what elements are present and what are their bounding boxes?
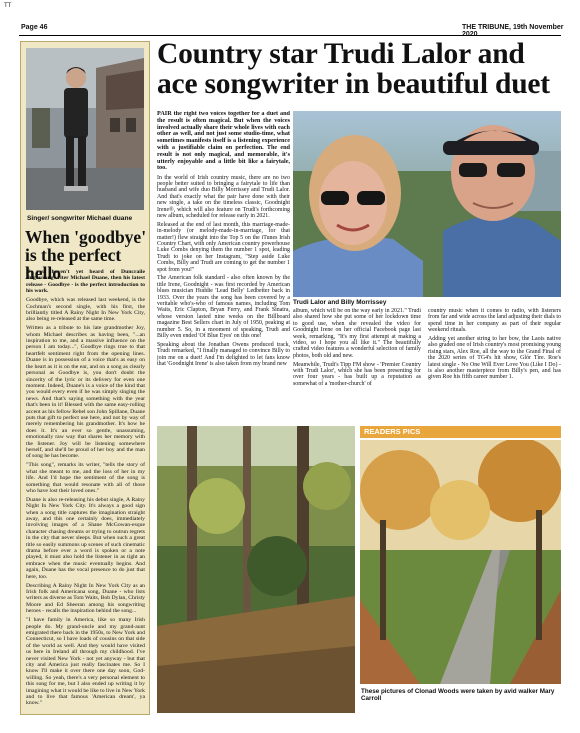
article-paragraph: In the world of Irish country music, there are no two people better suited to bringing a fairytale to life than husband and wife duo Billy Morrissey and Trudi Lalor. And that's exactly what the pair have done with their new single, a take on the timeless classic, Goodnight Irene®, which will also feature on Trudi's forthcoming new album, scheduled for release early in 2021.	[157, 174, 290, 219]
article-standfirst: PAIR the right two voices together for a duet and the result is often magical. But when the voices involved actually share their whole lives with each other as well, and not just some studio-time, what sometimes manifests itself is a listening experience with a justifiable claim on perfection. The end result is not only magical, and memorable, it's utterly enjoyable and a little bit like a fairytale, too.	[157, 111, 290, 172]
page-number: Page 46	[21, 24, 48, 31]
singer-photo	[26, 48, 144, 210]
readers-pics-caption: These pictures of Clonad Woods were taken by avid walker Mary Carroll	[361, 688, 555, 702]
article-column-1	[157, 111, 290, 424]
article-headline: Country star Trudi Lalor and ace songwriter in beautiful duet	[157, 38, 550, 100]
duet-photo-caption: Trudi Lalor and Billy Morrissey	[293, 299, 387, 306]
sidebar-paragraph: "I have family in America, like so many Irish people do. My grand-uncle and my grand-aunt emigrated there back in the 1950s, to New York and Connecticut, so I have loads of cousins on that side of the world as well. And they would have visited us here in Ireland all through my childhood. I've never visited New York - not yet anyway - but that city and America just really fascinates me. So I know I'll make it over there one day soon, God-willing. So yeah, there's a very personal element to this song for me, but I also ended up writing it by imagining what it would be like to live in New York and to live that famous 'American dream', ya know."	[26, 617, 145, 707]
sidebar-paragraph: "This song", remarks its writer, "tells the story of what she meant to me, and the loss of her in my life. And I'd hope the sentiment of the song is something that would resonate with all of those who have lost their loved ones."	[26, 462, 145, 494]
masthead-date: THE TRIBUNE, 19th November	[462, 24, 564, 31]
sidebar-paragraph: Duane is also re-releasing his debut single, A Rainy Night In New York City. It's always a good sign when a song title captures the imagination straight away, and this one certainly does, immediately involving images of a Shane McGowan-esque character chasing dreams or trying to outrun regrets in the city that never sleeps. But when such a great title so easily summons up scenes of such cinematic drama before ever a word is spoken or a note played, it must also hold the listener in as tight an embrace when the music eventually begins. And again, Duane has the vocal presence to do just that here, too.	[26, 496, 145, 580]
sidebar-article-body	[26, 269, 145, 712]
sidebar-paragraph: Written as a tribute to his late grandmother Joy, whom Michael describes as having been, "...an inspiration to me, and a massive influence on the person I am today...", Goodbye rings true to that heartfelt sentiment right from the opening lines. Duane is in possession of a voice that's as easy on the heart as it is on the ear, and on a song as clearly personal as Goodbye is, you don't doubt the sincerity of the lyric or its delivery for even one moment. Indeed, Duane's is a voice of the kind that you would every even if he was simply singing the news. And that's saying something with the year that's been in it! Blessed with the same easy-rolling accent as his fellow Rebel son John Spillane, Duane puts that gift to perfect use here, and not by way of merely remembering his grandmother. It's how he does it. It's an ever so gentle, unassuming, emotionally raw way that shares her memory with the listener. Joy will be listening somewhere herself, and she'll be proud of her boy and the man of song he has become.	[26, 325, 145, 460]
sidebar-panel	[20, 41, 150, 715]
article-paragraph: Meanwhile, Trudi's Tipp FM show - 'Premier Country with Trudi Lalor', which she has been presenting for over four years - has built up a reputation as somewhat of a 'mother-church' of	[293, 361, 421, 387]
duet-photo	[293, 111, 561, 297]
sidebar-lead: If you haven't yet heard of Duncraile singer/songwriter Michael Duane, then his latest release - Goodbye - is the perfect introduction to his work.	[26, 269, 145, 295]
article-column-2	[293, 308, 421, 424]
woods-photo-2	[360, 440, 561, 684]
readers-pics-heading: READERS PICS	[360, 426, 561, 438]
article-paragraph: Released at the end of last month, this marriage-made-in-melody (or melody-made-in-marriage, for that matter!) flew straight into the Top 5 on the iTunes Irish Country Chart, with only American country powerhouse Luke Combs denying them the number 1 spot, leading Trudi to joke on her Instagram, "Step aside Luke Combs, Billy and Trudi are coming to get the number 1 spot from you!"	[157, 221, 290, 273]
page-edge-mark: TT	[4, 2, 12, 9]
article-column-3	[428, 308, 561, 424]
sidebar-paragraph: Describing A Rainy Night In New York City as an Irish folk and Americana song, Duane - who lists writers as diverse as Tom Waits, Bob Dylan, Christy Moore and Ed Sheeran among his songwriting heroes - recalls the inspiration behind the song...	[26, 582, 145, 615]
singer-photo-caption: Singer/ songwriter Michael duane	[27, 215, 133, 222]
woods-photo-1	[157, 426, 355, 713]
header-rule	[19, 35, 561, 36]
article-paragraph: Adding yet another string to her bow, the Laois native also graded one of Irish country's most promising young rising stars, Alex Roe, all the way to the Grand Final of the 2020 series of TG4's hit show, Glór Tíre. Roe's latest single - No One Will Ever Love You (Like I Do) - is also another masterpiece from Billy's pen, and has given Roe his fifth career number 1.	[428, 336, 561, 381]
article-paragraph: The American folk standard - also often known by the title Irene, Goodnight - was first recorded by American blues musician Huddie 'Lead Belly' Ledbetter back in 1933. Over the years the song has been covered by a veritable who's-who of famous names, including Tom Waits, Eric Clapton, Bryan Ferry, and Frank Sinatra, whose version lasted nine weeks on the Billboard magazine Best Sellers chart in July of 1950, peaking at number 5. So, in a mooment of speaking, Trudi and Billy even ended 'Of Blue Eyes' on this one!	[157, 275, 290, 340]
sidebar-paragraph: Goodbye, which was released last weekend, is the Cochman's second single, with his first, the brilliantly titled A Rainy Night In New York City, also being re-released at the same time.	[26, 297, 145, 323]
article-paragraph: Speaking about the Jonathan Owens produced track, Trudi remarked, "I finally managed to convince Billy to join me on a duet! And I'm delighted to let fans know that 'Goodnight Irene' is also taken from my brand new	[157, 341, 290, 368]
sidebar-headline: When 'goodbye' is the perfect hello	[25, 227, 147, 283]
article-paragraph: album, which will be on the way early in 2021." Trudi also shared how she put some of her lockdown time to good use, when she revealed the video for Goodnight Irene on her official Facebook page last week, remarking, "It's my first attempt at making a video, so I hope you all like it." The beautifully crafted video features a wonderful selection of family photos, both old and new.	[293, 308, 421, 359]
article-paragraph: country music when it comes to radio, with listeners from far and wide across the land adjusting their dials to spend time in her company as part of their regular weekend rituals.	[428, 308, 561, 334]
